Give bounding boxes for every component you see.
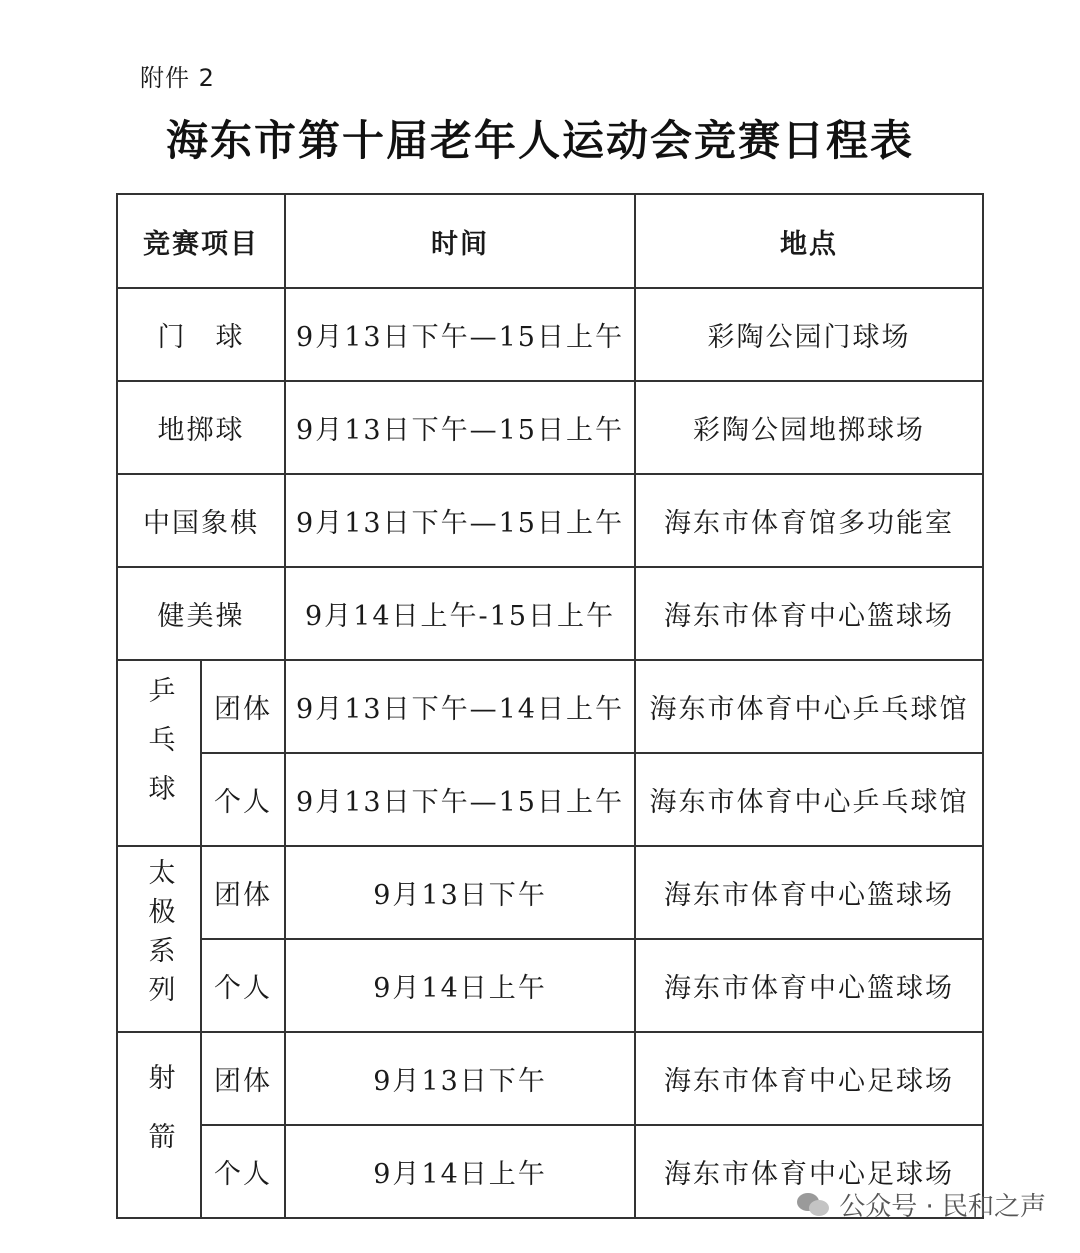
table-row <box>117 1032 983 1125</box>
table-row <box>117 474 983 567</box>
time-cell: 9月13日下午 <box>285 1032 635 1125</box>
header-venue: 地点 <box>635 194 983 288</box>
event-cell: 地掷球 <box>117 381 285 474</box>
group-event-cell <box>117 1032 201 1218</box>
group-event-cell <box>117 846 201 1032</box>
watermark-text: 公众号 · 民和之声 <box>839 1192 1046 1222</box>
venue-cell: 彩陶公园门球场 <box>635 288 983 381</box>
group-event-label: 乒乓球 <box>143 676 175 823</box>
sub-type-cell: 团体 <box>201 846 285 939</box>
time-cell: 9月13日下午—15日上午 <box>285 288 635 381</box>
table-row <box>117 288 983 381</box>
page-title: 海东市第十届老年人运动会竞赛日程表 <box>165 116 914 165</box>
group-event-label: 太极系列 <box>143 857 175 1014</box>
sub-type-cell: 个人 <box>201 753 285 846</box>
table-row <box>117 381 983 474</box>
time-cell: 9月13日下午—15日上午 <box>285 474 635 567</box>
sub-type-cell: 团体 <box>201 660 285 753</box>
group-event-label: 射箭 <box>143 1062 175 1181</box>
table-row <box>117 660 983 753</box>
sub-type-cell: 团体 <box>201 1032 285 1125</box>
venue-cell: 海东市体育中心足球场 <box>635 1125 983 1218</box>
table-header-row <box>117 194 983 288</box>
time-cell: 9月13日下午—15日上午 <box>285 753 635 846</box>
venue-cell: 海东市体育中心篮球场 <box>635 846 983 939</box>
table-row <box>117 939 983 1032</box>
time-cell: 9月13日下午—15日上午 <box>285 381 635 474</box>
venue-cell: 海东市体育中心乒乓球馆 <box>635 660 983 753</box>
watermark <box>797 1186 1046 1223</box>
time-cell: 9月14日上午 <box>285 939 635 1032</box>
time-cell: 9月14日上午 <box>285 1125 635 1218</box>
time-cell: 9月13日下午—14日上午 <box>285 660 635 753</box>
venue-cell: 海东市体育馆多功能室 <box>635 474 983 567</box>
attachment-label: 附件 2 <box>140 64 215 92</box>
venue-cell: 彩陶公园地掷球场 <box>635 381 983 474</box>
venue-cell: 海东市体育中心乒乓球馆 <box>635 753 983 846</box>
sub-type-cell: 个人 <box>201 1125 285 1218</box>
group-event-cell <box>117 660 201 846</box>
time-cell: 9月13日下午 <box>285 846 635 939</box>
venue-cell: 海东市体育中心足球场 <box>635 1032 983 1125</box>
time-cell: 9月14日上午-15日上午 <box>285 567 635 660</box>
header-time: 时间 <box>285 194 635 288</box>
event-cell: 中国象棋 <box>117 474 285 567</box>
table-row <box>117 846 983 939</box>
venue-cell: 海东市体育中心篮球场 <box>635 939 983 1032</box>
schedule-table <box>116 193 984 1219</box>
table-row <box>117 567 983 660</box>
sub-type-cell: 个人 <box>201 939 285 1032</box>
event-cell: 门 球 <box>117 288 285 381</box>
wechat-icon <box>797 1191 831 1219</box>
header-event: 竞赛项目 <box>117 194 285 288</box>
event-cell: 健美操 <box>117 567 285 660</box>
table-row <box>117 753 983 846</box>
venue-cell: 海东市体育中心篮球场 <box>635 567 983 660</box>
